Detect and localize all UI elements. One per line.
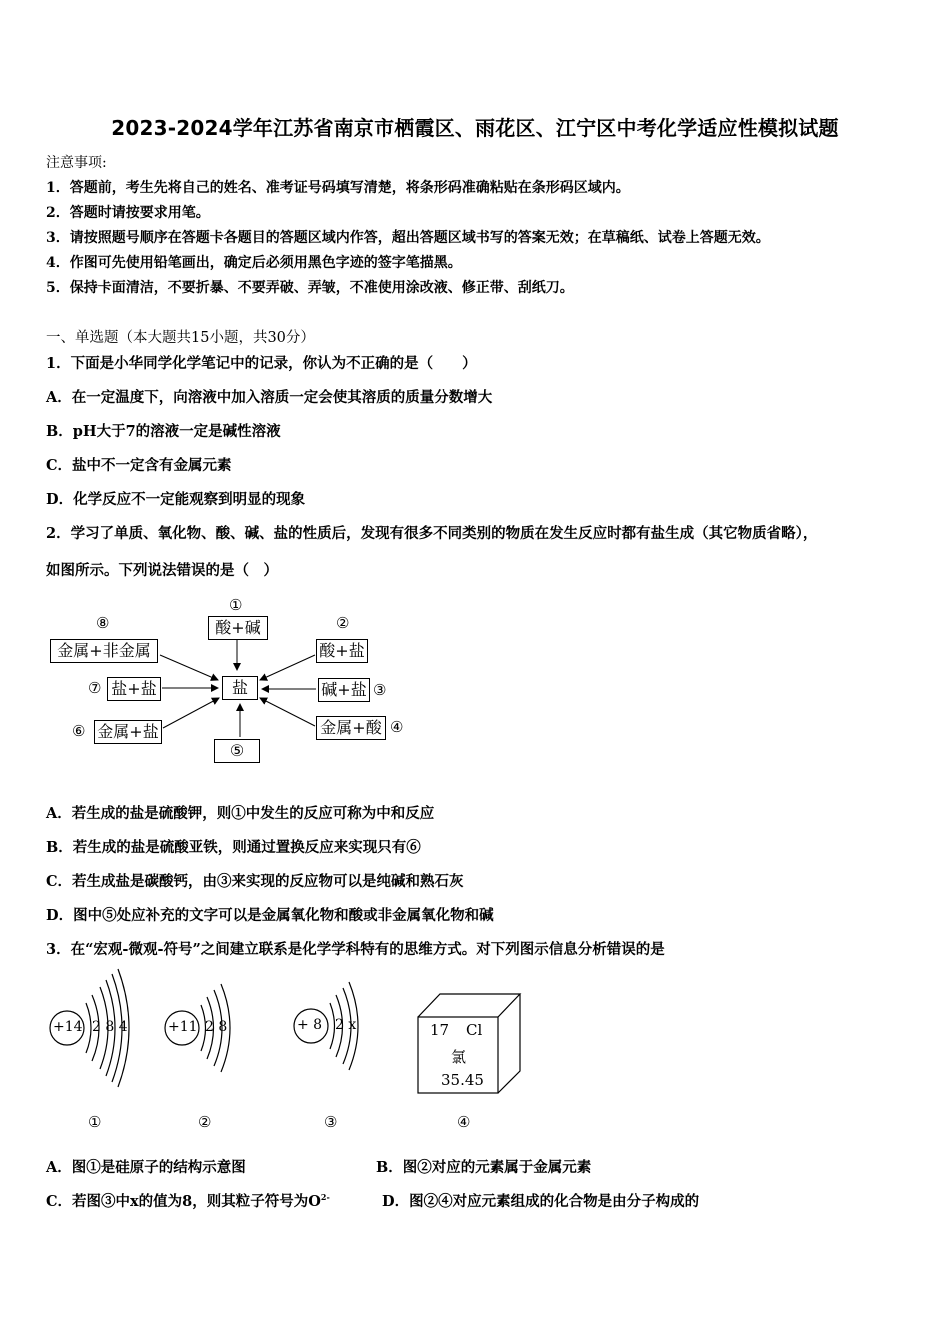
q1-option-a: A．在一定温度下，向溶液中加入溶质一定会使其溶质的质量分数增大	[46, 389, 493, 406]
notice-item: 5．保持卡面清洁，不要折暴、不要弄破、弄皱，不准使用涂改液、修正带、刮纸刀。	[46, 280, 574, 296]
q3-option-c-text: C．若图③中x的值为8，则其粒子符号为O	[46, 1193, 321, 1210]
q2-stem-line2: 如图所示。下列说法错误的是（ ）	[46, 562, 278, 579]
element-atomic-number: 17	[430, 1021, 450, 1039]
q1-stem: 1．下面是小华同学化学笔记中的记录，你认为不正确的是（ ）	[46, 355, 477, 372]
q3-option-b: B．图②对应的元素属于金属元素	[376, 1159, 592, 1176]
figure-1-label: ①	[88, 1113, 102, 1131]
figure-4-label: ④	[457, 1113, 471, 1131]
atom-1-shell	[86, 1003, 91, 1053]
figure-2-label: ②	[198, 1113, 212, 1131]
node-2-number: ②	[336, 614, 350, 632]
q3-option-a: A．图①是硅原子的结构示意图	[46, 1159, 246, 1176]
q2-option-a: A．若生成的盐是硫酸钾，则①中发生的反应可称为中和反应	[46, 805, 435, 822]
node-4-box: 金属+酸	[316, 716, 386, 740]
q3-option-c	[46, 1190, 330, 1211]
q1-option-b: B．pH大于7的溶液一定是碱性溶液	[46, 423, 281, 440]
atom-1-shell-electrons: 2 8 4	[92, 1019, 128, 1035]
node-1-number: ①	[229, 596, 243, 614]
figure-3-label: ③	[324, 1113, 338, 1131]
node-6-number: ⑥	[72, 722, 86, 740]
element-card-top	[418, 994, 520, 1017]
q1-option-d: D．化学反应不一定能观察到明显的现象	[46, 491, 306, 508]
node-2-box: 酸+盐	[316, 639, 368, 663]
q3-stem: 3．在“宏观-微观-符号”之间建立联系是化学学科特有的思维方式。对下列图示信息分析错误的是	[46, 941, 665, 958]
page-title: 2023-2024学年江苏省南京市栖霞区、雨花区、江宁区中考化学适应性模拟试题	[111, 116, 839, 140]
atom-1-nucleus-charge: +14	[53, 1019, 83, 1035]
q1-option-c: C．盐中不一定含有金属元素	[46, 457, 232, 474]
node-3-box: 碱+盐	[318, 678, 370, 702]
node-8-box: 金属+非金属	[50, 639, 158, 663]
q2-option-d: D．图中⑤处应补充的文字可以是金属氧化物和酸或非金属氧化物和碱	[46, 907, 494, 924]
notice-item: 4．作图可先使用铅笔画出，确定后必须用黑色字迹的签字笔描黑。	[46, 255, 462, 271]
node-7-number: ⑦	[88, 679, 102, 697]
q2-option-b: B．若生成的盐是硫酸亚铁，则通过置换反应来实现只有⑥	[46, 839, 421, 856]
node-7-box: 盐+盐	[107, 677, 161, 701]
atom-2-shell-electrons: 2 8	[205, 1019, 228, 1035]
node-5-number: ⑤	[229, 741, 245, 760]
element-card-side	[498, 994, 520, 1093]
node-6-box: 金属+盐	[94, 720, 162, 744]
element-name: 氯	[451, 1048, 467, 1066]
center-salt-box: 盐	[222, 676, 258, 700]
notice-item: 2．答题时请按要求用笔。	[46, 205, 210, 221]
node-1-box: 酸+碱	[208, 616, 268, 640]
atom-3-nucleus-charge: + 8	[297, 1017, 323, 1033]
q2-option-c: C．若生成盐是碳酸钙，由③来实现的反应物可以是纯碱和熟石灰	[46, 873, 464, 890]
node-4-number: ④	[390, 718, 404, 736]
element-symbol: Cl	[466, 1021, 483, 1039]
q3-option-d: D．图②④对应元素组成的化合物是由分子构成的	[382, 1193, 700, 1210]
notice-item: 3．请按照题号顺序在答题卡各题目的答题区域内作答，超出答题区域书写的答案无效；在草稿纸、试卷上答题无效。	[46, 230, 770, 246]
q3-option-c-charge: 2-	[320, 1192, 330, 1203]
node-3-number: ③	[373, 681, 387, 699]
notice-heading: 注意事项:	[46, 155, 107, 171]
q2-stem-line1: 2．学习了单质、氧化物、酸、碱、盐的性质后，发现有很多不同类别的物质在发生反应时都有盐生成（其它物质省略），	[46, 525, 818, 542]
section-heading: 一、单选题（本大题共15小题，共30分）	[46, 330, 315, 346]
atom-3-shell	[330, 1003, 335, 1049]
element-atomic-mass: 35.45	[441, 1071, 484, 1089]
node-8-number: ⑧	[96, 614, 110, 632]
atom-3-shell-electrons: 2 x	[335, 1017, 357, 1033]
notice-item: 1．答题前，考生先将自己的姓名、准考证号码填写清楚，将条形码准确粘贴在条形码区域内。	[46, 180, 630, 196]
atom-2-nucleus-charge: +11	[168, 1019, 198, 1035]
